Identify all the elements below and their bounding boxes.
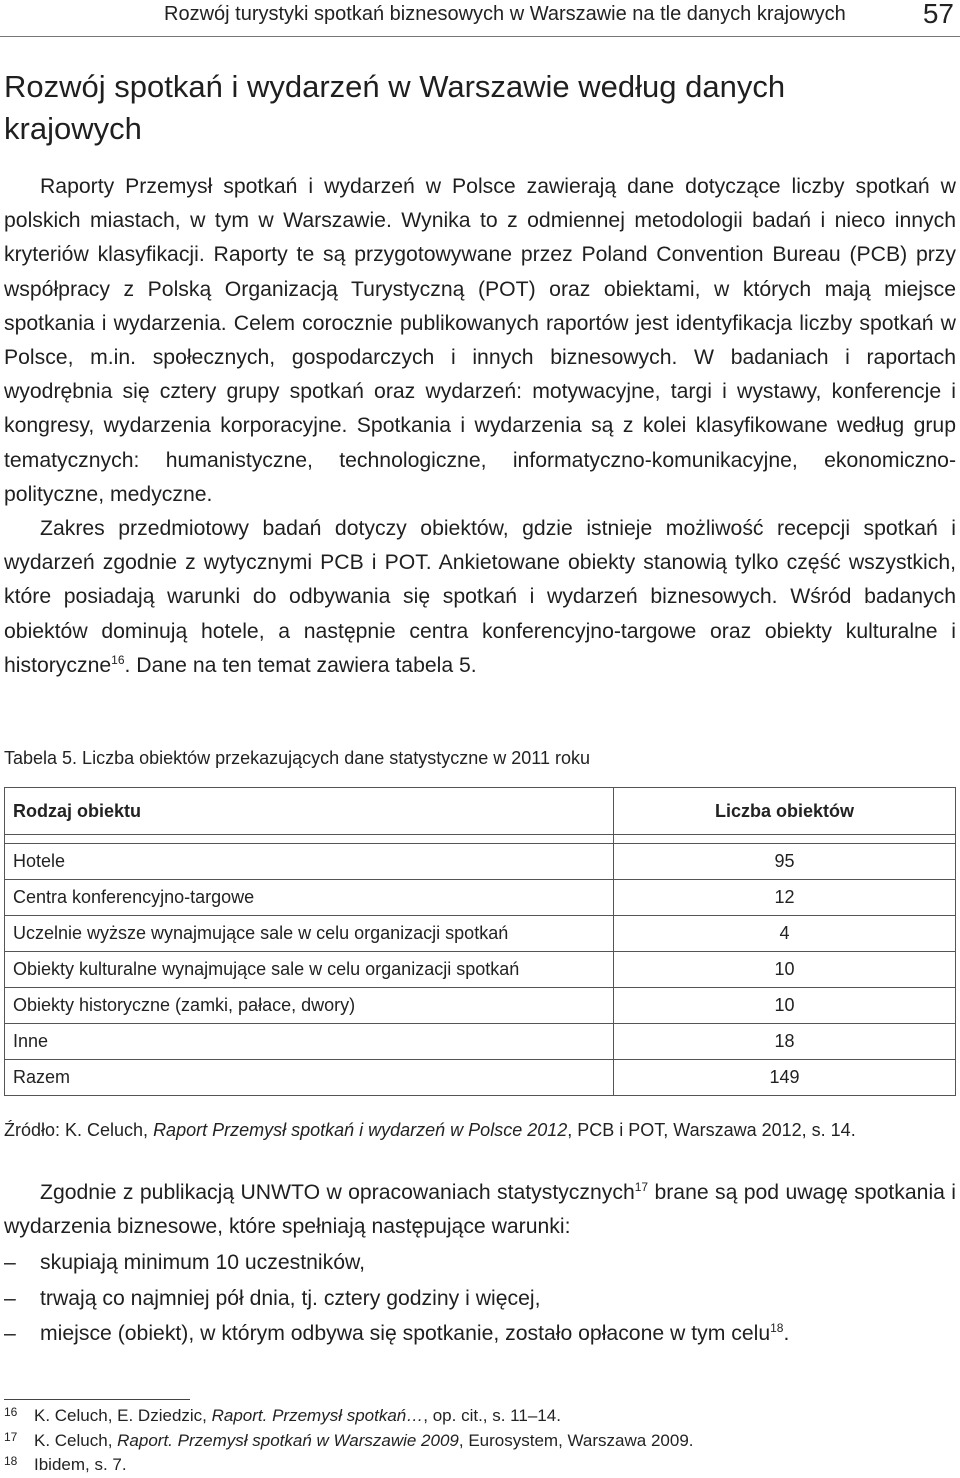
paragraph-1: Raporty Przemysł spotkań i wydarzeń w Polsce zawierają dane dotyczące liczby spotkań w polskich miastach, w tym w Warszawie. Wynika to z odmiennej metodologii badań i nieco innych kryteriów klasyfikacji. Raporty te są przygotowywane przez Poland Convention Bureau (PCB) przy współpracy z Polską Organizacją Turystyczną (POT) oraz obiektami, w których mają miejsce spotkania i wydarzenia. Celem corocznie publikowanych raportów jest identyfikacja liczby spotkań w Polsce, m.in. społecznych, gospodarczych i innych biznesowych. W badaniach i raportach wyodrębnia się cztery grupy spotkań oraz wydarzeń: motywacyjne, targi i wystawy, konferencje i kongresy, wydarzenia korporacyjne. Spotkania i wydarzenia są z kolei klasyfikowane według grup tematycznych: humanistyczne, technologiczne, informatyczno-komunikacyjne, ekonomiczno-polityczne, medyczne. bbox=[4, 175, 956, 506]
list-item bbox=[4, 1245, 956, 1281]
row-label: Uczelnie wyższe wynajmujące sale w celu organizacji spotkań bbox=[5, 916, 614, 952]
footnote-suffix: , Eurosystem, Warszawa 2009. bbox=[458, 1430, 694, 1450]
paragraph-2 bbox=[4, 512, 956, 683]
footnote-title: Raport. Przemysł spotkań w Warszawie 2009 bbox=[117, 1430, 459, 1450]
row-value: 4 bbox=[614, 916, 956, 952]
list-item bbox=[4, 1281, 956, 1317]
after-table-text bbox=[4, 1176, 956, 1244]
dash-bullet: – bbox=[4, 1286, 16, 1310]
table-row bbox=[5, 844, 956, 880]
footnote-prefix: Ibidem, s. 7. bbox=[34, 1455, 127, 1474]
running-header bbox=[0, 0, 960, 37]
objects-table bbox=[4, 787, 956, 1096]
row-label: Hotele bbox=[5, 844, 614, 880]
paragraph-3-text-end: brane są pod uwagę spotkania i wydarzenia biznesowe, które spełniają następujące warunki: bbox=[4, 1181, 956, 1239]
footnote-suffix: , op. cit., s. 11–14. bbox=[423, 1406, 561, 1425]
row-label: Centra konferencyjno-targowe bbox=[5, 880, 614, 916]
source-prefix: Źródło: K. Celuch, bbox=[4, 1120, 154, 1140]
footnote-17 bbox=[4, 1429, 956, 1454]
footnote-prefix: K. Celuch, E. Dziedzic, bbox=[34, 1406, 212, 1425]
dash-bullet: – bbox=[4, 1251, 16, 1274]
dash-bullet: – bbox=[4, 1322, 16, 1345]
running-title: Rozwój turystyki spotkań biznesowych w Warszawie na tle danych krajowych bbox=[164, 3, 846, 25]
footnote-ref-16[interactable]: 16 bbox=[111, 652, 125, 667]
row-value: 12 bbox=[614, 880, 956, 916]
table-caption: Tabela 5. Liczba obiektów przekazujących dane statystyczne w 2011 roku bbox=[4, 748, 590, 768]
footnote-16 bbox=[4, 1404, 956, 1429]
paragraph-3-text: Zgodnie z publikacją UNWTO w opracowaniach statystycznych bbox=[40, 1181, 635, 1204]
intro-text bbox=[4, 170, 956, 683]
row-label: Inne bbox=[5, 1024, 614, 1060]
table-row-total bbox=[5, 1060, 956, 1096]
footnote-number: 17 bbox=[4, 1429, 18, 1444]
row-value: 95 bbox=[614, 844, 956, 880]
conditions-list bbox=[4, 1245, 956, 1352]
footnotes bbox=[4, 1404, 956, 1478]
table-row bbox=[5, 916, 956, 952]
row-value: 18 bbox=[614, 1024, 956, 1060]
footnote-title: Raport. Przemysł spotkań… bbox=[211, 1406, 424, 1425]
row-value: 149 bbox=[614, 1060, 956, 1096]
column-header-type: Rodzaj obiektu bbox=[5, 788, 614, 835]
source-suffix: , PCB i POT, Warszawa 2012, s. 14. bbox=[567, 1120, 856, 1140]
source-title: Raport Przemysł spotkań i wydarzeń w Polsce 2012 bbox=[153, 1120, 568, 1140]
footnote-prefix: K. Celuch, bbox=[34, 1430, 118, 1450]
list-item-text-end: . bbox=[783, 1322, 790, 1345]
page-number: 57 bbox=[922, 0, 954, 29]
table-row bbox=[5, 1024, 956, 1060]
row-label: Obiekty historyczne (zamki, pałace, dwory) bbox=[5, 988, 614, 1024]
list-item-text: skupiają minimum 10 uczestników, bbox=[40, 1251, 366, 1274]
section-title: Rozwój spotkań i wydarzeń w Warszawie według danych krajowych bbox=[4, 69, 786, 146]
row-label: Obiekty kulturalne wynajmujące sale w celu organizacji spotkań bbox=[5, 952, 614, 988]
footnote-18 bbox=[4, 1453, 956, 1478]
table-row bbox=[5, 952, 956, 988]
row-label: Razem bbox=[5, 1060, 614, 1096]
paragraph-3 bbox=[4, 1176, 956, 1244]
list-item bbox=[4, 1316, 956, 1352]
row-value: 10 bbox=[614, 988, 956, 1024]
table-row bbox=[5, 988, 956, 1024]
table-header-row bbox=[5, 788, 956, 835]
list-item-text: miejsce (obiekt), w którym odbywa się spotkanie, zostało opłacone w tym celu bbox=[40, 1322, 771, 1345]
list-item-text: trwają co najmniej pół dnia, tj. cztery godziny i więcej, bbox=[40, 1286, 541, 1310]
paragraph-2-text: Zakres przedmiotowy badań dotyczy obiektów, gdzie istnieje możliwość recepcji spotkań i wydarzeń zgodnie z wytycznymi PCB i POT. Ankietowane obiekty stanowią tylko część wszystkich, które posiadają warunki do odbywania się spotkań i wydarzeń biznesowych. Wśród badanych obiektów dominują hotele, a następnie centra konferencyjno-targowe oraz obiekty kulturalne i historyczne bbox=[4, 517, 956, 677]
footnote-divider bbox=[4, 1399, 190, 1400]
footnote-number: 16 bbox=[4, 1405, 18, 1419]
footnote-ref-17[interactable]: 17 bbox=[634, 1180, 649, 1194]
footnote-ref-18[interactable]: 18 bbox=[770, 1321, 784, 1335]
table-row bbox=[5, 880, 956, 916]
table-source bbox=[4, 1120, 856, 1141]
footnote-number: 18 bbox=[4, 1454, 18, 1468]
paragraph-2-text-end: . Dane na ten temat zawiera tabela 5. bbox=[124, 653, 477, 677]
column-header-count: Liczba obiektów bbox=[614, 788, 956, 835]
row-value: 10 bbox=[614, 952, 956, 988]
